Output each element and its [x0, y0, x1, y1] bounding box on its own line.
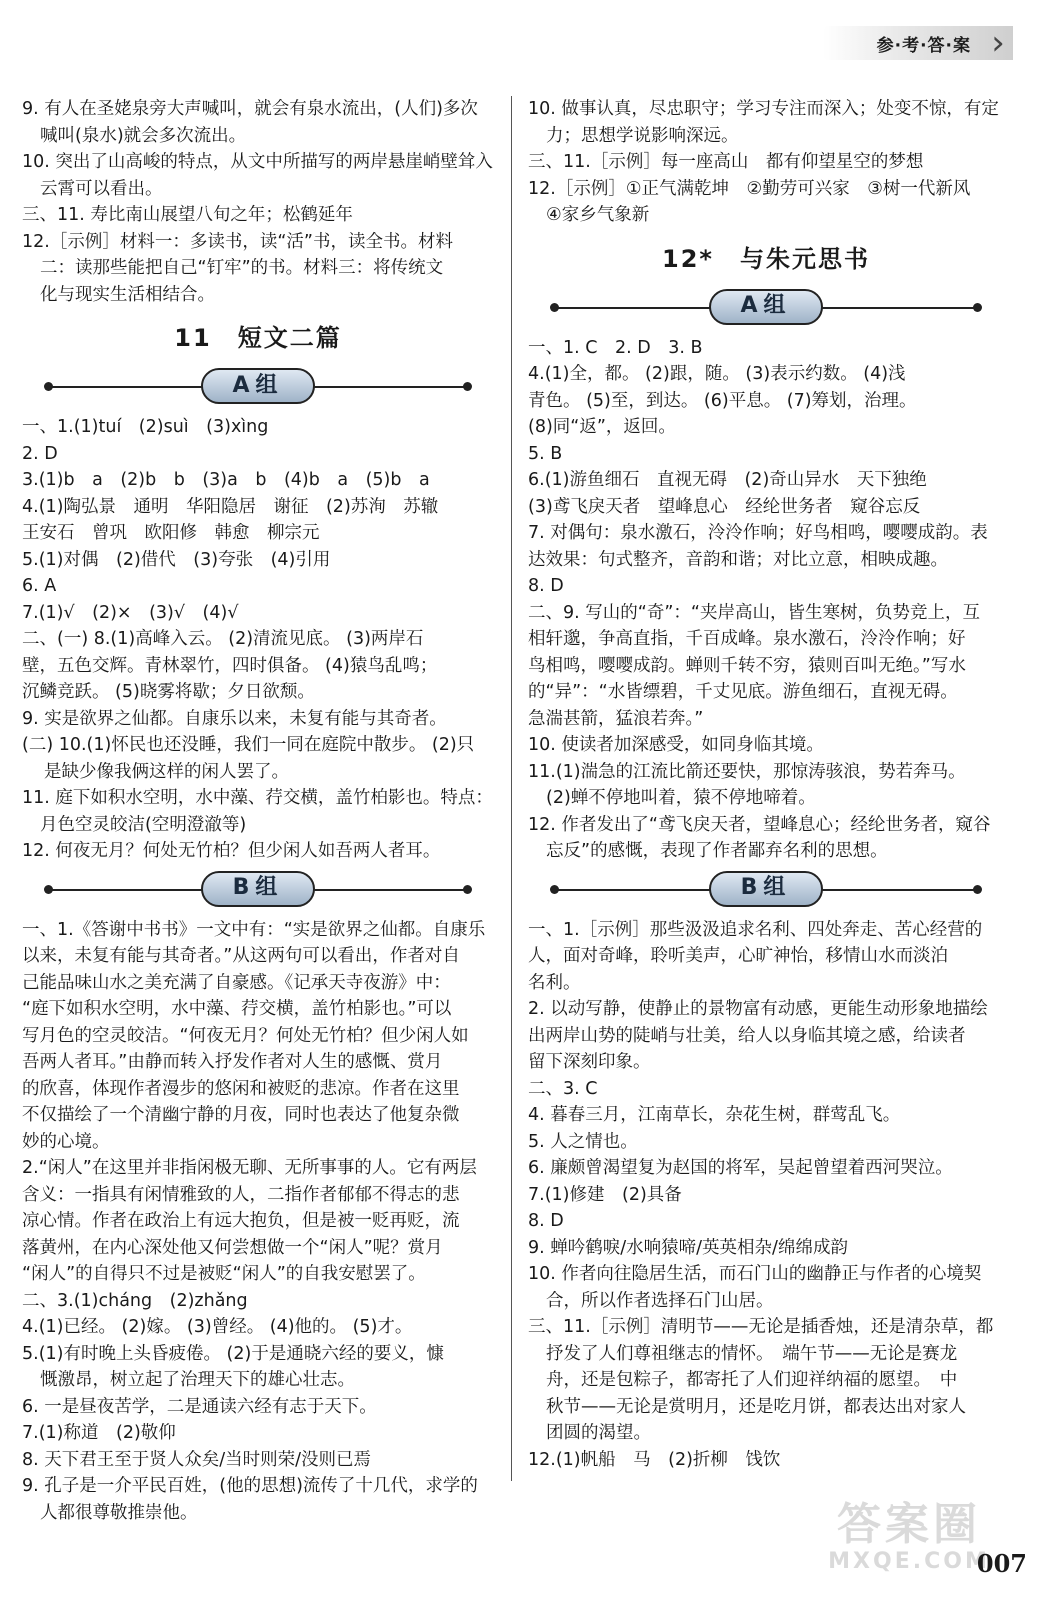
answer-line: 鸟相鸣，嘤嘤成韵。蝉则千转不穷，猿则百叫无绝。”写水: [528, 655, 966, 676]
group-label: B组: [709, 871, 823, 907]
watermark-bottom-text: MXQE.COM: [828, 1549, 990, 1574]
section-title: 12* 与朱元思书: [662, 244, 870, 273]
answer-line: 一、1.《答谢中书书》一文中有：“实是欲界之仙都。自康乐: [22, 919, 486, 940]
answer-line: 12.［示例］①正气满乾坤 ②勤劳可兴家 ③树一代新风: [528, 178, 971, 199]
answer-line: 合，所以作者选择石门山居。: [546, 1290, 774, 1311]
answer-line: 11.(1)湍急的江流比箭还要快，那惊涛骇浪，势若奔马。: [528, 761, 966, 782]
answer-line: 凉心情。作者在政治上有远大抱负，但是被一贬再贬，流: [22, 1211, 460, 1231]
answer-line: 4.(1)已经。 (2)嫁。 (3)曾经。 (4)他的。 (5)才。: [22, 1317, 413, 1337]
dot-icon: [550, 885, 559, 894]
answer-line: 4.(1)陶弘景 通明 华阳隐居 谢征 (2)苏洵 苏辙: [22, 496, 439, 517]
answer-line: 二、(一) 8.(1)高峰入云。 (2)清流见底。 (3)两岸石: [22, 629, 424, 649]
answer-line: 7.(1)修建 (2)具备: [528, 1184, 682, 1205]
answer-line: 5. B: [528, 443, 563, 464]
left-column: [22, 96, 494, 1526]
dot-icon: [550, 303, 559, 312]
dot-icon: [973, 885, 982, 894]
answer-line: 5.(1)有时晚上头昏疲倦。 (2)于是通晓六经的要义，慷: [22, 1343, 444, 1364]
answer-line: 月色空灵皎洁(空明澄澈等): [40, 814, 247, 835]
answer-line: 的欣喜，体现作者漫步的悠闲和被贬的悲凉。作者在这里: [22, 1078, 460, 1099]
answer-line: 2. D: [22, 443, 58, 464]
answer-line: 人都很尊敬推崇他。: [40, 1502, 198, 1523]
group-header: [528, 867, 1004, 913]
answer-line: 5. 人之情也。: [528, 1131, 638, 1152]
answer-line: 慨激昂，树立起了治理天下的雄心壮志。: [40, 1370, 355, 1390]
answer-line: 三、11. 寿比南山展望八旬之年；松鹤延年: [22, 205, 353, 225]
answer-line: 10. 突出了山高峻的特点，从文中所描写的两岸悬崖峭壁耸入: [22, 152, 493, 172]
group-label: A组: [201, 368, 315, 404]
answer-line: 人，面对奇峰，聆听美声，心旷神怡，移情山水而淡泊: [528, 946, 948, 966]
answer-line: 12. 何夜无月？何处无竹柏？但少闲人如吾两人者耳。: [22, 841, 441, 861]
answer-line: “庭下如积水空明，水中藻、荇交横，盖竹柏影也。”可以: [22, 999, 452, 1019]
dot-icon: [463, 885, 472, 894]
answer-line: 7. 对偶句：泉水激石，泠泠作响；好鸟相鸣，嘤嘤成韵。表: [528, 523, 988, 543]
answer-line: 吾两人者耳。”由静而转入抒发作者对人生的感慨、赏月: [22, 1052, 443, 1072]
watermark: [819, 1500, 999, 1580]
answer-line: 相轩邈，争高直指，千百成峰。泉水激石，泠泠作响；好: [528, 629, 966, 649]
answer-line: 喊叫(泉水)就会多次流出。: [40, 125, 247, 146]
answer-line: 出两岸山势的陡峭与壮美，给人以身临其境之感，给读者: [528, 1025, 966, 1046]
answer-line: 6. 廉颇曾渴望复为赵国的将军，吴起曾望着西河哭泣。: [528, 1158, 953, 1178]
answer-line: 10. 使读者加深感受，如同身临其境。: [528, 735, 824, 755]
answer-line: 二、3.(1)cháng (2)zhǎng: [22, 1290, 248, 1311]
answer-line: 三、11.［示例］每一座高山 都有仰望星空的梦想: [528, 152, 924, 172]
answer-line: 力；思想学说影响深远。: [546, 125, 739, 146]
answer-line: 6.(1)游鱼细石 直视无碍 (2)奇山异水 天下独绝: [528, 470, 927, 490]
answer-line: 云霄可以看出。: [40, 178, 163, 199]
chevron-right-icon: ›: [991, 23, 1005, 63]
answer-line: 9. 蝉吟鹤唳/水响猿啼/英英相杂/绵绵成韵: [528, 1237, 848, 1258]
answer-line: 秋节——无论是赏明月，还是吃月饼，都表达出对家人: [546, 1396, 966, 1417]
answer-line: 2. 以动写静，使静止的景物富有动感，更能生动形象地描绘: [528, 999, 988, 1019]
header-label-text: 参·考·答·案: [876, 35, 971, 56]
dot-icon: [44, 382, 53, 391]
right-column: [528, 96, 1004, 1473]
answer-line: 抒发了人们尊祖继志的情怀。 端午节——无论是赛龙: [546, 1343, 958, 1364]
answer-line: 12.(1)帆船 马 (2)折柳 饯饮: [528, 1449, 781, 1470]
answer-line: 8. D: [528, 1211, 564, 1231]
answer-line: 2.“闲人”在这里并非指闲极无聊、无所事事的人。它有两层: [22, 1158, 477, 1178]
dot-icon: [44, 885, 53, 894]
answer-line: 10. 做事认真，尽忠职守；学习专注而深入；处变不惊，有定: [528, 99, 999, 119]
group-label: A组: [709, 289, 823, 325]
answer-line: 一、1. C 2. D 3. B: [528, 337, 703, 358]
answer-line: (8)同“返”，返回。: [528, 417, 676, 437]
answer-line: 二、3. C: [528, 1078, 598, 1099]
answer-line: 不仅描绘了一个清幽宁静的月夜，同时也表达了他复杂微: [22, 1105, 460, 1125]
column-divider: [511, 96, 512, 1481]
answer-line: 4. 暮春三月，江南草长，杂花生树，群莺乱飞。: [528, 1105, 901, 1125]
answer-line: 己能品味山水之美充满了自豪感。《记承天寺夜游》中：: [22, 972, 451, 993]
group-header: [22, 867, 494, 913]
answer-line: “闲人”的自得只不过是被贬“闲人”的自我安慰罢了。: [22, 1264, 426, 1284]
answer-line: 3.(1)b a (2)b b (3)a b (4)b a (5)b a: [22, 470, 430, 490]
answer-line: 妙的心境。: [22, 1131, 110, 1152]
answer-line: 11. 庭下如积水空明，水中藻、荇交横，盖竹柏影也。特点：: [22, 788, 493, 808]
answer-line: 青色。 (5)至，到达。 (6)平息。 (7)筹划，治理。: [528, 390, 917, 411]
answer-line: 8. 天下君王至于贤人众矣/当时则荣/没则已焉: [22, 1449, 372, 1470]
answer-line: 达效果：句式整齐，音韵和谐；对比立意，相映成趣。: [528, 549, 948, 570]
answer-line: 忘反”的感慨，表现了作者鄙弃名利的思想。: [546, 841, 888, 861]
answer-line: 二：读那些能把自己“钉牢”的书。材料三：将传统文: [40, 258, 444, 278]
answer-line: 的“异”：“水皆缥碧，千丈见底。游鱼细石，直视无碍。: [528, 682, 958, 702]
answer-line: 12. 作者发出了“鸢飞戾天者，望峰息心；经纶世务者，窥谷: [528, 814, 991, 835]
answer-line: 壁，五色交辉。青林翠竹，四时俱备。 (4)猿鸟乱鸣；: [22, 655, 438, 676]
answer-line: 留下深刻印象。: [528, 1052, 651, 1072]
answer-line: 化与现实生活相结合。: [40, 284, 215, 305]
answer-line: 一、1.［示例］那些汲汲追求名利、四处奔走、苦心经营的: [528, 919, 983, 940]
answer-line: ④家乡气象新: [546, 205, 650, 225]
answer-line: 王安石 曾巩 欧阳修 韩愈 柳宗元: [22, 523, 320, 543]
answer-line: 沉鳞竞跃。 (5)晓雾将歇；夕日欲颓。: [22, 682, 315, 702]
watermark-top-text: 答案圈: [837, 1499, 981, 1550]
dot-icon: [463, 382, 472, 391]
answer-line: 二、9. 写山的“奇”：“夹岸高山，皆生寒树，负势竞上，互: [528, 602, 980, 623]
answer-line: 写月色的空灵皎洁。“何夜无月？何处无竹柏？但少闲人如: [22, 1025, 469, 1046]
group-header: [22, 364, 494, 410]
answer-line: 急湍甚箭，猛浪若奔。”: [528, 708, 704, 729]
answer-line: 一、1.(1)tuí (2)suì (3)xìng: [22, 417, 269, 437]
answer-line: (3)鸢飞戾天者 望峰息心 经纶世务者 窥谷忘反: [528, 496, 921, 517]
answer-line: 团圆的渴望。: [546, 1423, 651, 1443]
answer-line: 舟，还是包粽子，都寄托了人们迎祥纳福的愿望。 中: [546, 1370, 958, 1390]
section-title: 11 短文二篇: [174, 324, 342, 352]
answer-line: 是缺少像我俩这样的闲人罢了。: [44, 761, 289, 782]
answer-line: 以来，未复有能与其奇者。”从这两句可以看出，作者对自: [22, 946, 460, 966]
answer-line: (二) 10.(1)怀民也还没睡，我们一同在庭院中散步。 (2)只: [22, 735, 475, 755]
answer-line: (2)蝉不停地叫着，猿不停地啼着。: [546, 788, 816, 808]
answer-line: 4.(1)全，都。 (2)跟，随。 (3)表示约数。 (4)浅: [528, 364, 906, 384]
answer-line: 9. 实是欲界之仙都。自康乐以来，未复有能与其奇者。: [22, 708, 447, 729]
answer-line: 7.(1)√ (2)× (3)√ (4)√: [22, 602, 239, 623]
answer-line: 9. 有人在圣姥泉旁大声喊叫，就会有泉水流出，(人们)多次: [22, 99, 478, 119]
answer-line: 10. 作者向往隐居生活，而石门山的幽静正与作者的心境契: [528, 1264, 982, 1284]
answer-line: 6. A: [22, 576, 57, 596]
answer-line: 7.(1)称道 (2)敬仰: [22, 1423, 176, 1443]
answer-line: 12.［示例］材料一：多读书，读“活”书，读全书。材料: [22, 231, 453, 252]
answer-line: 9. 孔子是一介平民百姓，(他的思想)流传了十几代，求学的: [22, 1476, 478, 1496]
answer-line: 6. 一是昼夜苦学，二是通读六经有志于天下。: [22, 1396, 377, 1417]
group-header: [528, 285, 1004, 331]
answer-line: 含义：一指具有闲情雅致的人，二指作者郁郁不得志的悲: [22, 1184, 460, 1205]
answer-line: 5.(1)对偶 (2)借代 (3)夸张 (4)引用: [22, 549, 331, 570]
page-number: 007: [976, 1549, 1027, 1578]
answer-line: 名利。: [528, 972, 581, 993]
answer-line: 8. D: [528, 576, 564, 596]
answer-line: 三、11.［示例］清明节——无论是插香烛，还是清杂草，都: [528, 1317, 994, 1337]
dot-icon: [973, 303, 982, 312]
answer-line: 落黄州，在内心深处他又何尝想做一个“闲人”呢？赏月: [22, 1237, 443, 1258]
group-label: B组: [201, 871, 315, 907]
